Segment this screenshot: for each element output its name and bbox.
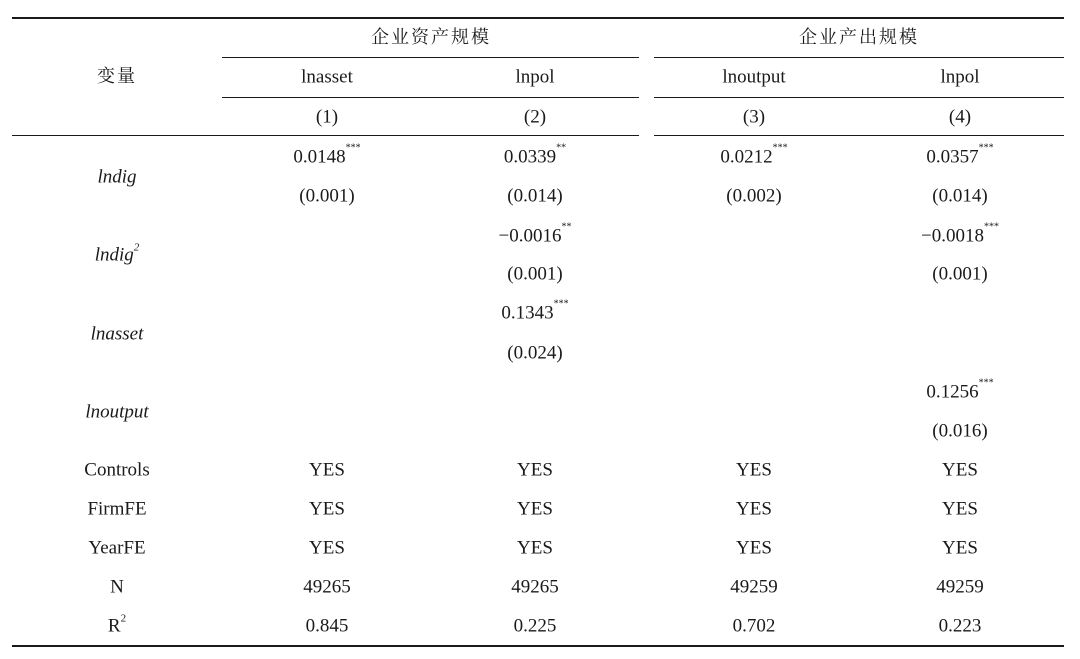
firmfe-2: YES [517,498,553,520]
firmfe-4: YES [942,498,978,520]
se-lndig2-2: (0.001) [507,263,563,285]
controls-2: YES [517,459,553,481]
coef-lnasset-2: 0.1343*** [501,298,569,324]
se-lndig2-4: (0.001) [932,263,988,285]
row-label-lnasset: lnasset [90,323,144,345]
yearfe-2: YES [517,537,553,559]
col-number-3: (3) [742,106,766,128]
row-label-lndig: lndig [97,166,137,188]
r2-1: 0.845 [305,615,349,637]
coef-lndig-4: 0.0357*** [926,142,994,168]
n-2: 49265 [511,576,559,598]
group1-rule [222,57,639,58]
variable-header: 变量 [97,66,137,87]
firmfe-1: YES [309,498,345,520]
col-number-2: (2) [523,106,547,128]
colnames-rule-right [654,97,1064,98]
n-3: 49259 [730,576,778,598]
yearfe-1: YES [309,537,345,559]
row-label-r2: $R^2$ [107,612,127,637]
se-lndig-4: (0.014) [932,185,988,207]
r2-4: 0.223 [938,615,982,637]
group2-title: 企业产出规模 [799,27,919,48]
stars: *** [978,142,994,154]
row-label-n: N [110,576,124,598]
r2-3: 0.702 [732,615,776,637]
col-name-1: lnasset [301,66,353,88]
col-name-3: lnoutput [722,66,786,88]
se-lnasset-2: (0.024) [507,342,563,364]
stars: ** [561,221,572,233]
col-number-4: (4) [948,106,972,128]
colnames-rule-left [222,97,639,98]
col-number-1: (1) [315,106,339,128]
stars: *** [553,298,569,310]
col-name-4: lnpol [940,66,980,88]
stars: *** [345,142,361,154]
yearfe-4: YES [942,537,978,559]
group2-rule [654,57,1064,58]
se-lndig-1: (0.001) [299,185,355,207]
row-label-firmfe: FirmFE [87,498,147,520]
col-name-2: lnpol [515,66,555,88]
controls-3: YES [736,459,772,481]
se-lnoutput-4: (0.016) [932,420,988,442]
r2-2: 0.225 [513,615,557,637]
top-rule [12,17,1064,19]
bottom-rule [12,645,1064,647]
se-lndig-3: (0.002) [726,185,782,207]
stars: *** [978,377,994,389]
coef-lndig2-4: −0.0018*** [921,221,999,247]
se-lndig-2: (0.014) [507,185,563,207]
header-bottom-rule-right [654,135,1064,136]
coef-lndig-2: 0.0339** [503,142,567,168]
row-label-yearfe: YearFE [88,537,146,559]
stars: ** [556,142,567,154]
coef-lndig-1: 0.0148*** [293,142,361,168]
yearfe-3: YES [736,537,772,559]
coef-lndig2-2: −0.0016** [498,221,572,247]
row-label-lnoutput: lnoutput [85,401,149,423]
controls-4: YES [942,459,978,481]
n-1: 49265 [303,576,351,598]
stars: *** [772,142,788,154]
coef-lnoutput-4: 0.1256*** [926,377,994,403]
stars: *** [983,221,999,233]
header-bottom-rule-left [12,135,639,136]
group1-title: 企业资产规模 [371,27,491,48]
coef-lndig-3: 0.0212*** [720,142,788,168]
row-label-lndig2: lndig$^2$ [94,241,140,266]
controls-1: YES [309,459,345,481]
row-label-controls: Controls [84,459,150,481]
firmfe-3: YES [736,498,772,520]
n-4: 49259 [936,576,984,598]
